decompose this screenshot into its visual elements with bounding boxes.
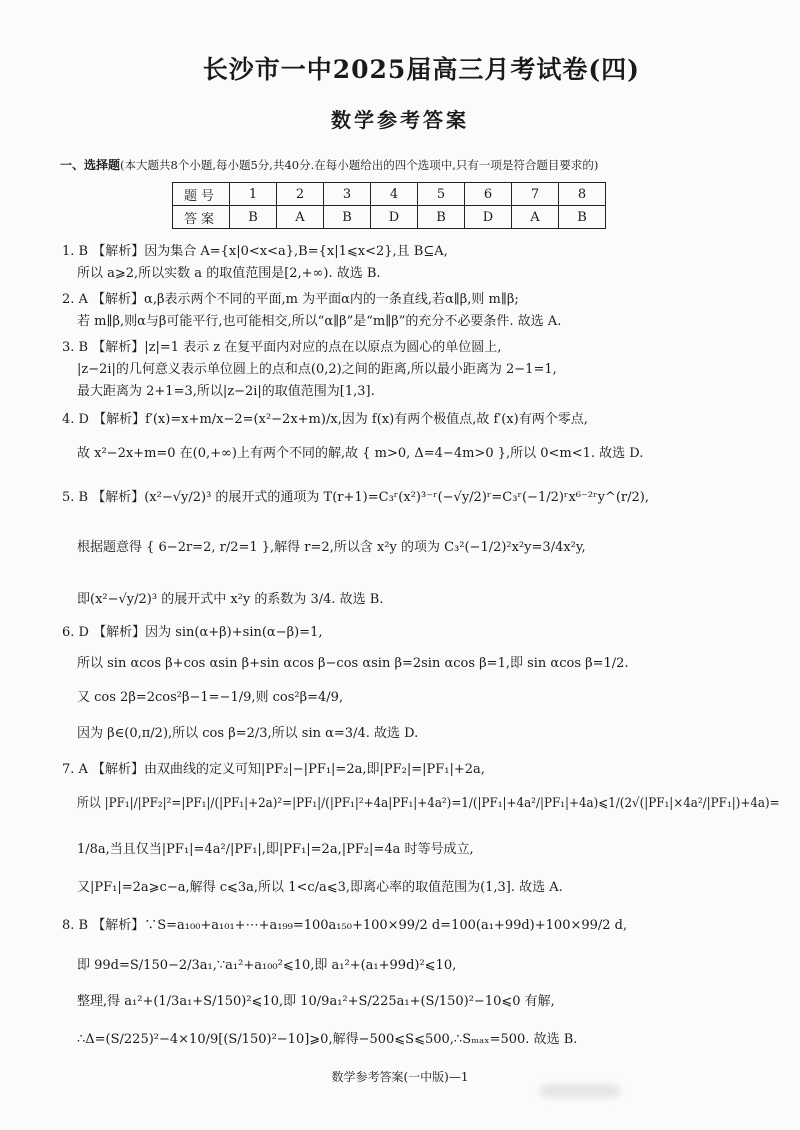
answer-cell: D bbox=[465, 206, 512, 229]
table-row-label: 题号 bbox=[173, 183, 230, 206]
answer-cell: B bbox=[230, 206, 277, 229]
watermark-blur bbox=[540, 1084, 620, 1098]
page-footer: 数学参考答案(一中版)—1 bbox=[331, 1070, 469, 1084]
answer-cell: A bbox=[277, 206, 324, 229]
solution-line: 1. B 【解析】因为集合 A={x|0<x<a},B={x|1⩽x<2},且 B⊆A, bbox=[62, 244, 448, 259]
solution-line: 所以 sin αcos β+cos αsin β+sin αcos β−cos αsin β=2sin αcos β=1,即 sin αcos β=1/2. bbox=[77, 656, 629, 671]
answer-cell: B bbox=[324, 206, 371, 229]
solution-line: 因为 β∈(0,π/2),所以 cos β=2/3,所以 sin α=3/4. 故选 D. bbox=[77, 726, 419, 741]
question-number-cell: 3 bbox=[324, 183, 371, 206]
section-note: (本大题共8个小题,每小题5分,共40分.在每小题给出的四个选项中,只有一项是符合题目要求的) bbox=[120, 158, 599, 172]
solution-line: |z−2i|的几何意义表示单位圆上的点和点(0,2)之间的距离,所以最小距离为 2−1=1, bbox=[77, 362, 557, 377]
solution-line: 所以 |PF₁|/|PF₂|²=|PF₁|/(|PF₁|+2a)²=|PF₁|/(|PF₁|²+4a|PF₁|+4a²)=1/(|PF₁|+4a²/|PF₁|+4a)⩽1/(2√(|PF₁|×4a²/|PF₁|)+4a)= bbox=[77, 796, 780, 811]
question-number-cell: 5 bbox=[418, 183, 465, 206]
solution-line: 又 cos 2β=2cos²β−1=−1/9,则 cos²β=4/9, bbox=[77, 690, 344, 705]
question-number-cell: 4 bbox=[371, 183, 418, 206]
question-number-cell: 8 bbox=[559, 183, 606, 206]
solution-line: 即 99d=S/150−2/3a₁,∵a₁²+a₁₀₀²⩽10,即 a₁²+(a₁+99d)²⩽10, bbox=[77, 958, 457, 973]
section-title: 一、选择题 bbox=[60, 158, 121, 172]
solution-line: 故 x²−2x+m=0 在(0,+∞)上有两个不同的解,故 { m>0, Δ=4−4m>0 },所以 0<m<1. 故选 D. bbox=[77, 446, 644, 461]
answer-cell: D bbox=[371, 206, 418, 229]
solution-line: 最大距离为 2+1=3,所以|z−2i|的取值范围为[1,3]. bbox=[77, 384, 375, 399]
answer-cell: A bbox=[512, 206, 559, 229]
table-row-answers bbox=[173, 206, 606, 229]
solution-line: 8. B 【解析】∵S=a₁₀₀+a₁₀₁+⋯+a₁₉₉=100a₁₅₀+100×99/2 d=100(a₁+99d)+100×99/2 d, bbox=[62, 918, 628, 933]
solution-line: 所以 a⩾2,所以实数 a 的取值范围是[2,+∞). 故选 B. bbox=[77, 266, 381, 281]
answer-cell: B bbox=[559, 206, 606, 229]
solution-line: 根据题意得 { 6−2r=2, r/2=1 },解得 r=2,所以含 x²y 的项为 C₃²(−1/2)²x²y=3/4x²y, bbox=[77, 540, 586, 555]
solution-line: ∴Δ=(S/225)²−4×10/9[(S/150)²−10]⩾0,解得−500⩽S⩽500,∴Sₘₐₓ=500. 故选 B. bbox=[77, 1032, 578, 1047]
answer-cell: B bbox=[418, 206, 465, 229]
solution-line: 即(x²−√y/2)³ 的展开式中 x²y 的系数为 3/4. 故选 B. bbox=[77, 592, 384, 607]
solution-line: 4. D 【解析】f′(x)=x+m/x−2=(x²−2x+m)/x,因为 f(x)有两个极值点,故 f′(x)有两个零点, bbox=[62, 412, 588, 427]
question-number-cell: 7 bbox=[512, 183, 559, 206]
section-heading bbox=[60, 156, 780, 173]
solution-line: 又|PF₁|=2a⩾c−a,解得 c⩽3a,所以 1<c/a⩽3,即离心率的取值范围为(1,3]. 故选 A. bbox=[77, 880, 563, 895]
solution-line: 6. D 【解析】因为 sin(α+β)+sin(α−β)=1, bbox=[62, 625, 323, 640]
question-number-cell: 2 bbox=[277, 183, 324, 206]
question-number-cell: 6 bbox=[465, 183, 512, 206]
table-row-label: 答案 bbox=[173, 206, 230, 229]
solution-line: 3. B 【解析】|z|=1 表示 z 在复平面内对应的点在以原点为圆心的单位圆上, bbox=[62, 340, 502, 355]
answer-table bbox=[172, 182, 606, 229]
solution-line: 整理,得 a₁²+(1/3a₁+S/150)²⩽10,即 10/9a₁²+S/225a₁+(S/150)²−10⩽0 有解, bbox=[77, 994, 555, 1009]
table-row-numbers bbox=[173, 183, 606, 206]
solution-line: 7. A 【解析】由双曲线的定义可知|PF₂|−|PF₁|=2a,即|PF₂|=|PF₁|+2a, bbox=[62, 762, 485, 777]
solution-line: 1/8a,当且仅当|PF₁|=4a²/|PF₁|,即|PF₁|=2a,|PF₂|=4a 时等号成立, bbox=[77, 842, 474, 857]
solution-line: 若 m∥β,则α与β可能平行,也可能相交,所以“α∥β”是“m∥β”的充分不必要条件. 故选 A. bbox=[77, 314, 562, 329]
solution-line: 2. A 【解析】α,β表示两个不同的平面,m 为平面α内的一条直线,若α∥β,则 m∥β; bbox=[62, 292, 519, 307]
solution-line: 5. B 【解析】(x²−√y/2)³ 的展开式的通项为 T(r+1)=C₃ʳ(x²)³⁻ʳ(−√y/2)ʳ=C₃ʳ(−1/2)ʳx⁶⁻²ʳy^(r/2), bbox=[62, 490, 649, 505]
answer-title: 数学参考答案 bbox=[331, 108, 469, 132]
exam-title: 长沙市一中2025届高三月考试卷(四) bbox=[202, 55, 640, 84]
question-number-cell: 1 bbox=[230, 183, 277, 206]
